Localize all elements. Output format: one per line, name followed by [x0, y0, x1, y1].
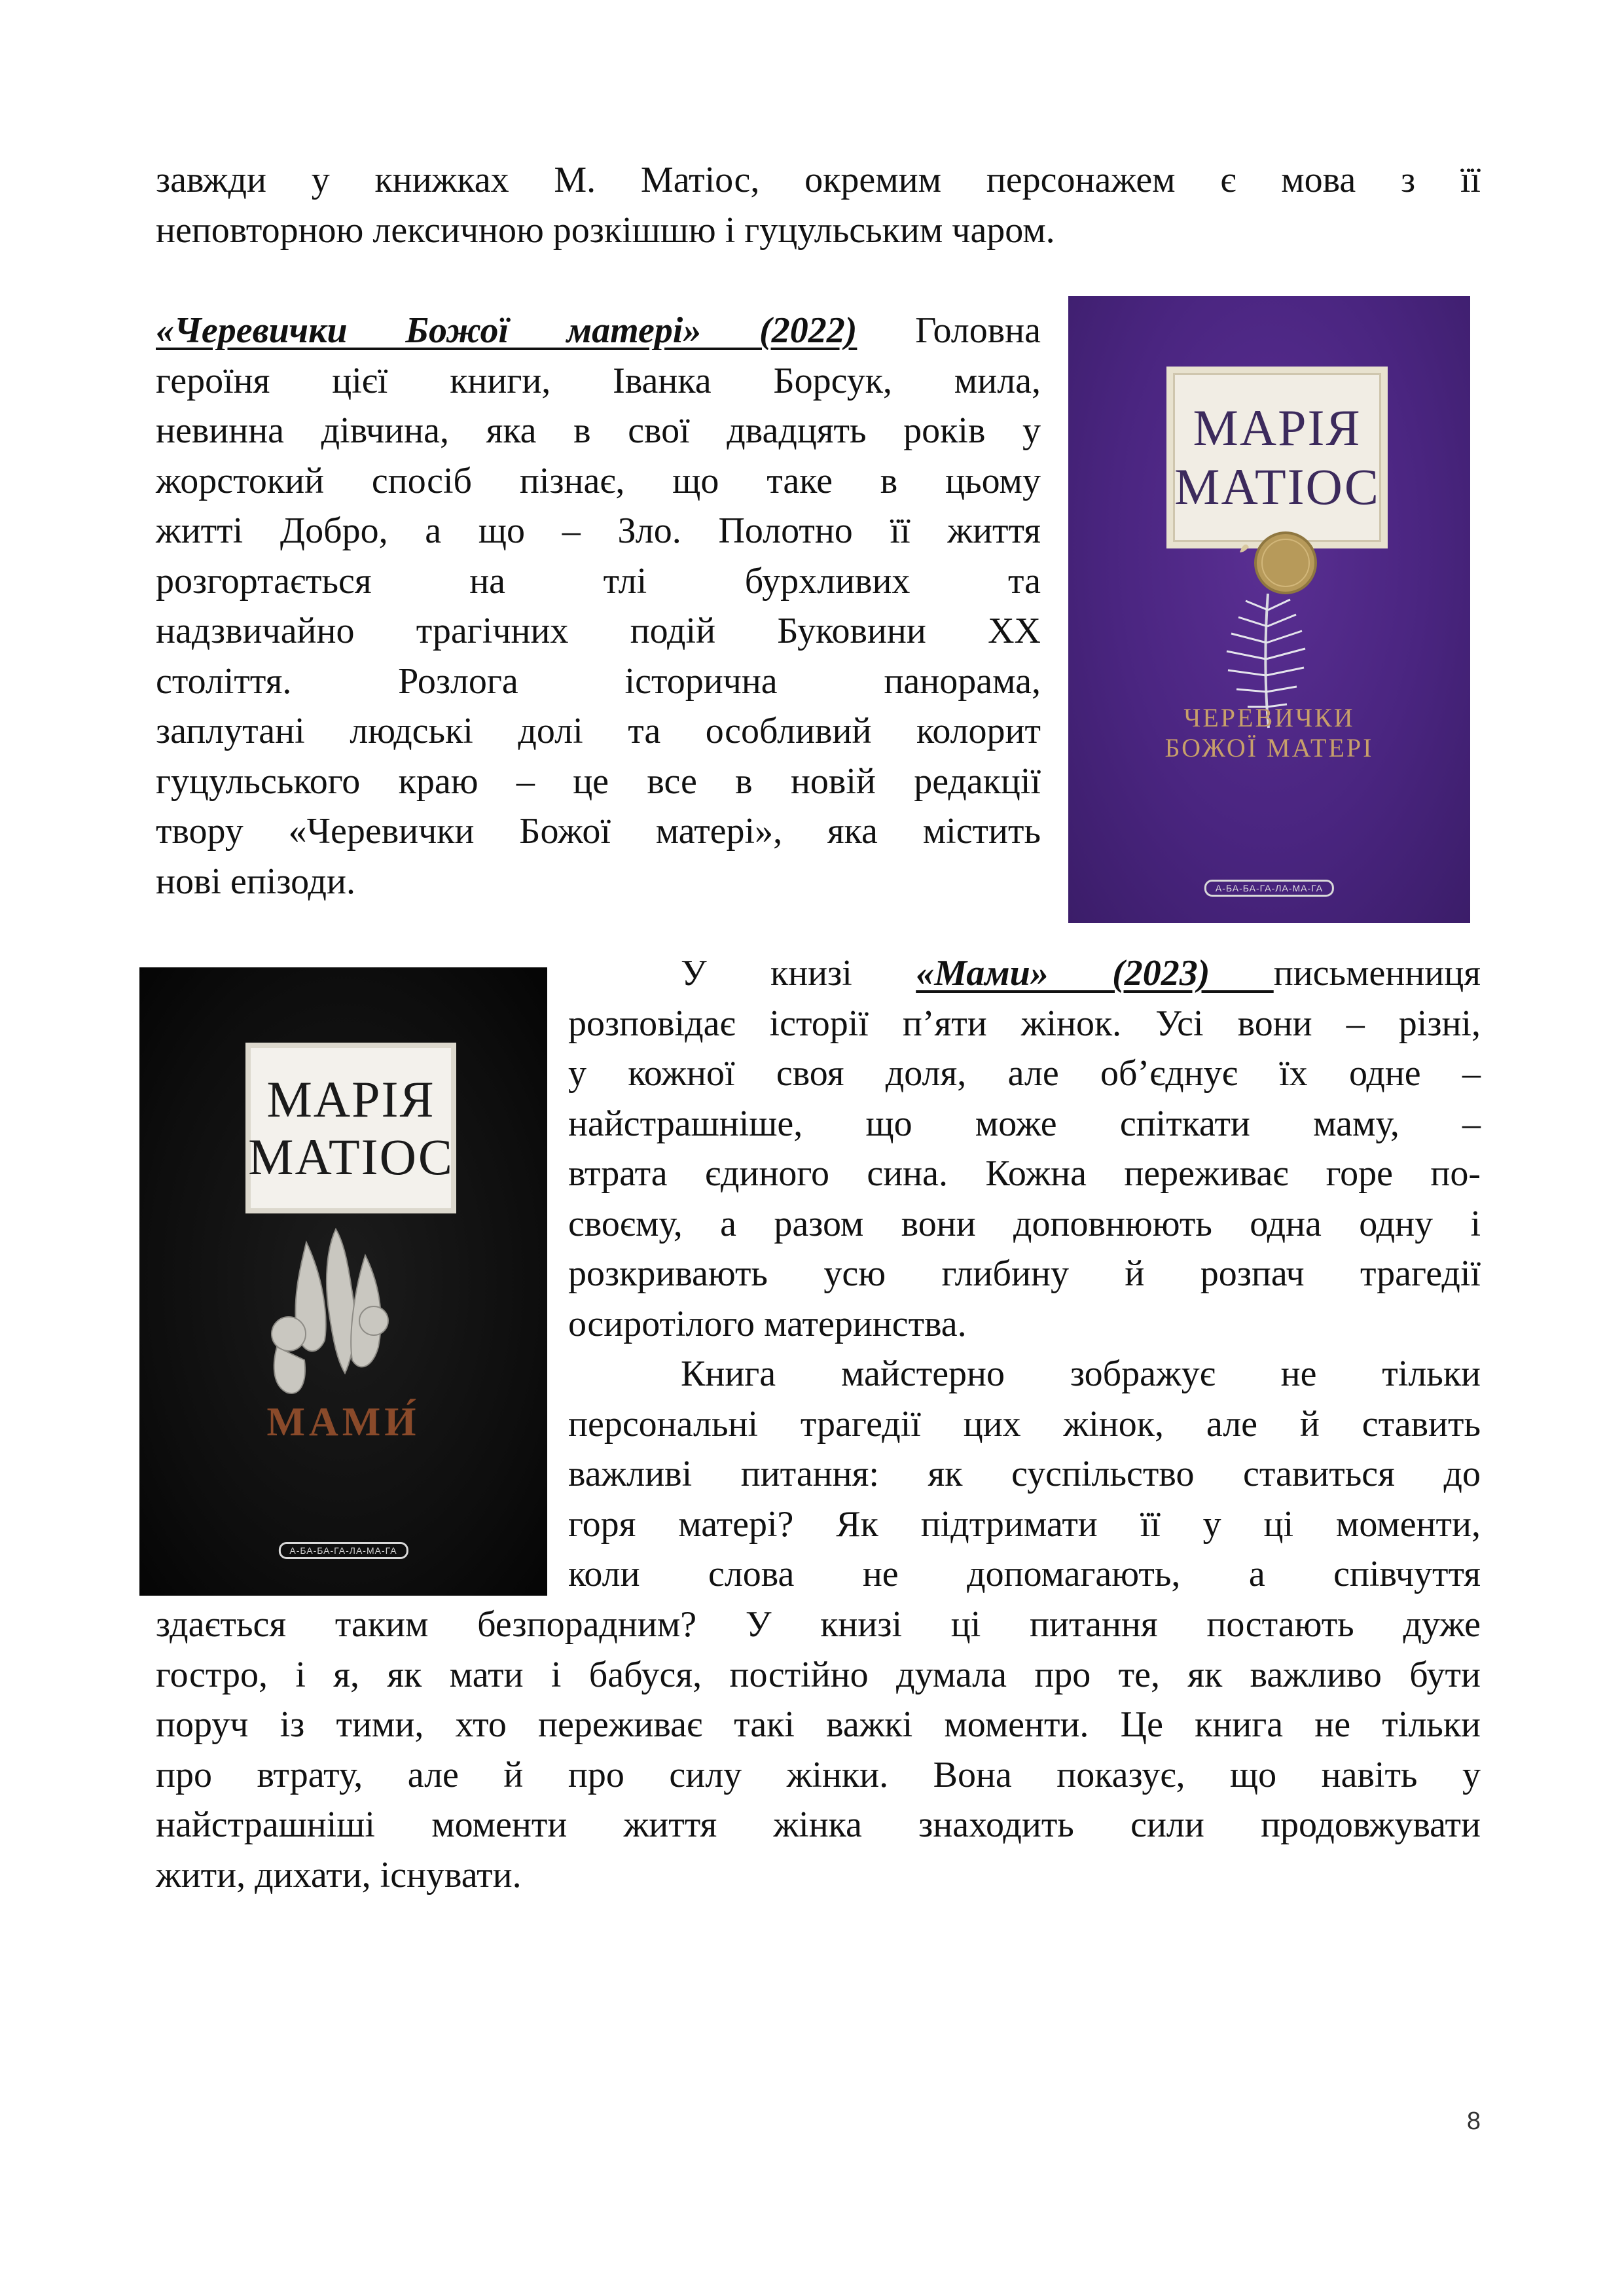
- book2-line-4: найстрашніше, що може спіткати маму, –: [568, 1103, 1481, 1144]
- page-number: 8: [1466, 2108, 1481, 2135]
- book1-line-4: жорстокий спосіб пізнає, що таке в цьому: [156, 460, 1041, 501]
- book2-cover-author-line-1: МАРІЯ: [266, 1070, 435, 1128]
- book1-line-10: гуцульського краю – це все в новій редакції: [156, 761, 1041, 802]
- book2-line-6: своєму, а разом вони доповнюють одна одну і: [568, 1203, 1481, 1244]
- book2-prefix: У книзі: [681, 953, 916, 994]
- para3-line-6: здається таким безпорадним? У книзі ці питання постають дуже: [156, 1604, 1481, 1645]
- book1-line-5: житті Добро, а що – Зло. Полотно її життя: [156, 511, 1041, 551]
- para3-line-8: поруч із тими, хто переживає такі важкі моменти. Це книга не тільки: [156, 1704, 1481, 1745]
- book1-title-link[interactable]: «Черевички Божої матері» (2022): [156, 310, 857, 351]
- book2-cover-image: [139, 967, 547, 1596]
- para3-line-2: персональні трагедії цих жінок, але й ставить: [568, 1403, 1481, 1444]
- book1-line-12: нові епізоди.: [156, 861, 355, 902]
- para3-line-10: найстрашніші моменти життя жінка знаходить сили продовжувати: [156, 1804, 1481, 1845]
- book2-first-suffix: письменниця: [1273, 953, 1481, 994]
- book1-cover-image: [1068, 296, 1470, 923]
- book1-line-1-text: Головна: [857, 310, 1041, 351]
- book1-line-9: заплутані людські долі та особливий колорит: [156, 711, 1041, 751]
- intro-line-2: неповторною лексичною розкішшю і гуцульським чаром.: [156, 209, 1055, 251]
- book1-cover-title: [1068, 703, 1470, 763]
- book2-line-7: розкривають усю глибину й розпач трагедії: [568, 1253, 1481, 1294]
- book1-line-11: твору «Черевички Божої матері», яка містить: [156, 811, 1041, 852]
- para3-narrow: [568, 1349, 1481, 1600]
- book2-line-3: у кожної своя доля, але об’єднує їх одне –: [568, 1053, 1481, 1094]
- book1-line-6: розгортається на тлі бурхливих та: [156, 560, 1041, 601]
- para3-line-1: Книга майстерно зображує не тільки: [681, 1354, 1481, 1394]
- book1-cover-author-line-1: МАРІЯ: [1193, 399, 1362, 456]
- book1-cover-title-line-1: ЧЕРЕВИЧКИ: [1183, 703, 1355, 732]
- book1-cover-publisher: А-БА-БА-ГА-ЛА-МА-ГА: [1204, 880, 1334, 897]
- book1-line-2: героїня цієї книги, Іванка Борсук, мила,: [156, 360, 1041, 401]
- book1-line-1: [156, 306, 1041, 356]
- book2-line-2: розповідає історії п’яти жінок. Усі вони – різні,: [568, 1003, 1481, 1044]
- para3-wide: [156, 1600, 1481, 1900]
- book2-line-8: осиротілого материнства.: [568, 1303, 967, 1344]
- book1-paragraph: [156, 306, 1041, 906]
- para3-line-5: коли слова не допомагають, а співчуття: [568, 1554, 1481, 1594]
- book1-cover-author-line-2: МАТІОС: [1174, 458, 1380, 515]
- book1-line-3: невинна дівчина, яка в свої двадцять років у: [156, 410, 1041, 451]
- book2-cover-publisher: А-БА-БА-ГА-ЛА-МА-ГА: [278, 1542, 408, 1559]
- book2-paragraph: [568, 948, 1481, 1349]
- book2-cover-title: МАМИ́: [266, 1400, 420, 1444]
- book1-cover-title-line-2: БОЖОЇ МАТЕРІ: [1164, 733, 1374, 762]
- intro-paragraph: [156, 155, 1481, 255]
- fern-medallion-icon: [1068, 296, 1470, 923]
- intro-line-1: завжди у книжках М. Матіос, окремим персонажем є мова з її: [156, 160, 1481, 200]
- book1-line-7: надзвичайно трагічних подій Буковини ХХ: [156, 611, 1041, 651]
- para3-line-4: горя матері? Як підтримати її у ці моменти,: [568, 1503, 1481, 1545]
- para3-line-3: важливі питання: як суспільство ставиться до: [568, 1454, 1481, 1494]
- book2-title-link[interactable]: «Мами» (2023): [916, 953, 1274, 994]
- book2-line-5: втрата єдиного сина. Кожна переживає горе по-: [568, 1153, 1481, 1194]
- sculpture-figures-icon: [139, 967, 547, 1596]
- book2-line-1: [568, 948, 1481, 999]
- para3-line-11: жити, дихати, існувати.: [156, 1854, 522, 1895]
- para3-line-7: гостро, і я, як мати і бабуся, постійно думала про те, як важливо бути: [156, 1654, 1481, 1695]
- book1-line-8: століття. Розлога історична панорама,: [156, 660, 1041, 702]
- para3-line-9: про втрату, але й про силу жінки. Вона показує, що навіть у: [156, 1754, 1481, 1795]
- book2-cover-author-line-2: МАТІОС: [248, 1128, 454, 1185]
